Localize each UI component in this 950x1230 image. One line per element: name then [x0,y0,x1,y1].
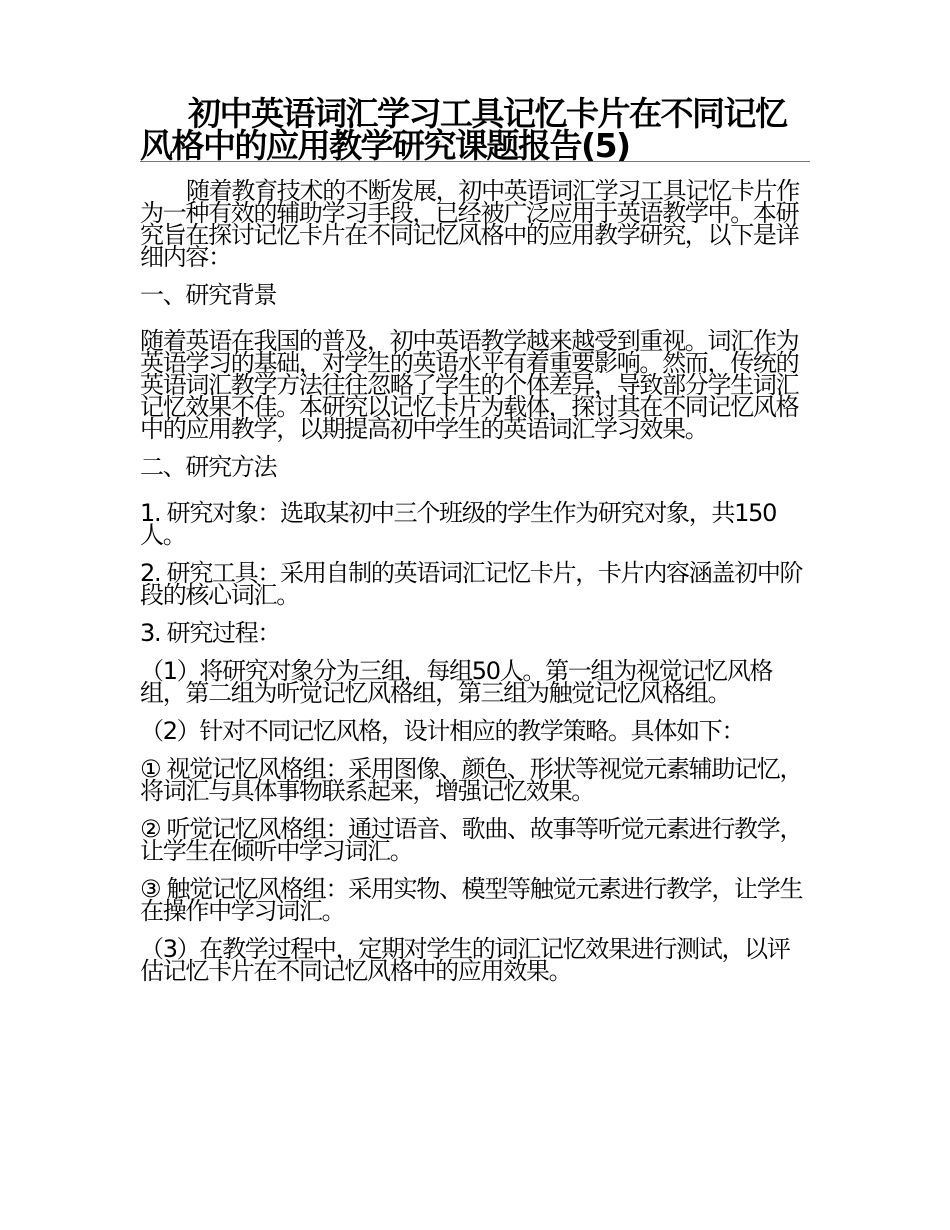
process-step-testing: （3）在教学过程中，定期对学生的词汇记忆效果进行测试，以评估记忆卡片在不同记忆风格中的应用效果。 [140,935,790,985]
method-item-process: 3. 研究过程： [140,619,281,647]
title-underline [140,161,810,162]
document-body [140,177,810,998]
process-step-strategy: （2）针对不同记忆风格，设计相应的教学策略。具体如下： [140,717,745,745]
strategy-auditory: ② 听觉记忆风格组：通过语音、歌曲、故事等听觉元素进行教学，让学生在倾听中学习词汇。 [140,815,803,865]
method-item-subjects: 1. 研究对象：选取某初中三个班级的学生作为研究对象，共150人。 [140,499,777,549]
strategy-tactile: ③ 触觉记忆风格组：采用实物、模型等触觉元素进行教学，让学生在操作中学习词汇。 [140,875,803,925]
method-item-tools: 2. 研究工具：采用自制的英语词汇记忆卡片，卡片内容涵盖初中阶段的核心词汇。 [140,559,803,609]
background-paragraph: 随着英语在我国的普及，初中英语教学越来越受到重视。词汇作为英语学习的基础，对学生的英语水平有着重要影响。然而，传统的英语词汇教学方法往往忽略了学生的个体差异，导致部分学生词汇记忆效果不佳。本研究以记忆卡片为载体，探讨其在不同记忆风格中的应用教学，以期提高初中学生的英语词汇学习效果。 [140,327,799,443]
document-title: 初中英语词汇学习工具记忆卡片在不同记忆风格中的应用教学研究课题报告(5) [140,94,787,165]
section-heading-method: 二、研究方法 [140,453,277,481]
strategy-visual: ① 视觉记忆风格组：采用图像、颜色、形状等视觉元素辅助记忆，将词汇与具体事物联系起来，增强记忆效果。 [140,755,803,805]
section-heading-background: 一、研究背景 [140,281,277,309]
process-step-grouping: （1）将研究对象分为三组，每组50人。第一组为视觉记忆风格组，第二组为听觉记忆风格组，第三组为触觉记忆风格组。 [140,657,773,707]
intro-paragraph: 随着教育技术的不断发展，初中英语词汇学习工具记忆卡片作为一种有效的辅助学习手段，已经被广泛应用于英语教学中。本研究旨在探讨记忆卡片在不同记忆风格中的应用教学研究，以下是详细内容： [140,177,799,271]
